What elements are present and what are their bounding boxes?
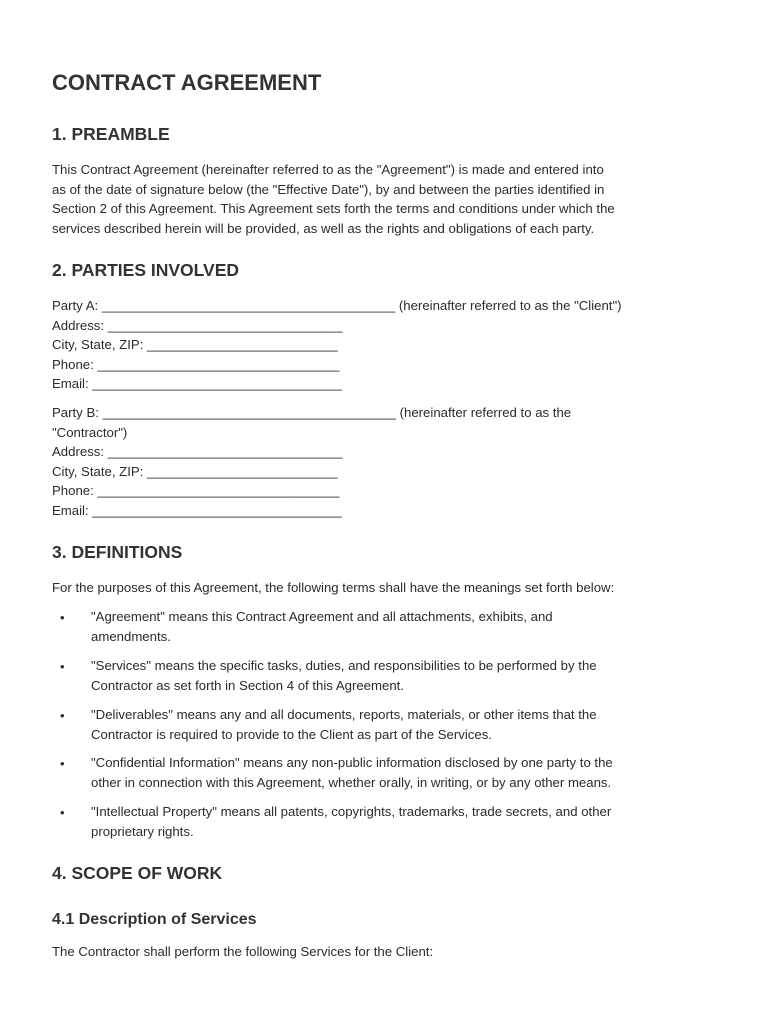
preamble-line: Section 2 of this Agreement. This Agreement sets forth the terms and conditions under which the	[52, 201, 615, 217]
bullet-icon: •	[60, 708, 65, 723]
preamble-line: as of the date of signature below (the "Effective Date"), by and between the parties identified in	[52, 181, 605, 197]
section-heading-definitions: 3. DEFINITIONS	[52, 542, 183, 562]
party-a-email-field: Email: __________________________________	[52, 376, 342, 392]
party-a-city-field: City, State, ZIP: __________________________	[52, 337, 338, 353]
definition-item-line: Contractor as set forth in Section 4 of this Agreement.	[91, 677, 404, 693]
definition-item-line: other in connection with this Agreement, whether orally, in writing, or by any other means.	[91, 774, 612, 790]
party-b-name-continuation: "Contractor")	[52, 424, 128, 440]
party-b-city-field: City, State, ZIP: __________________________	[52, 463, 338, 479]
definition-item-line: amendments.	[91, 628, 171, 644]
bullet-icon: •	[60, 659, 65, 674]
party-a-name-field: Party A: ________________________________________ (hereinafter referred to as the "Client")	[52, 298, 622, 313]
section-heading-scope: 4. SCOPE OF WORK	[52, 863, 223, 883]
definition-item-line: "Intellectual Property" means all patents, copyrights, trademarks, trade secrets, and other	[91, 804, 612, 819]
bullet-icon: •	[60, 805, 65, 820]
definition-item-line: "Services" means the specific tasks, duties, and responsibilities to be performed by the	[91, 658, 597, 673]
definition-item-line: "Agreement" means this Contract Agreement and all attachments, exhibits, and	[91, 609, 553, 624]
party-b-name-field: Party B: ________________________________________ (hereinafter referred to as the	[52, 405, 572, 420]
preamble-line: services described herein will be provided, as well as the rights and obligations of each party.	[52, 220, 595, 236]
section-heading-parties: 2. PARTIES INVOLVED	[52, 260, 240, 280]
bullet-icon: •	[60, 610, 65, 625]
definition-item-line: "Deliverables" means any and all documents, reports, materials, or other items that the	[91, 707, 597, 722]
definition-item-line: "Confidential Information" means any non-public information disclosed by one party to the	[91, 755, 613, 770]
bullet-icon: •	[60, 756, 65, 771]
document-title: CONTRACT AGREEMENT	[52, 70, 322, 95]
preamble-line: This Contract Agreement (hereinafter referred to as the "Agreement") is made and entered into	[52, 162, 604, 177]
subsection-heading-services: 4.1 Description of Services	[52, 911, 257, 928]
definition-item-line: Contractor is required to provide to the Client as part of the Services.	[91, 726, 492, 742]
party-b-address-field: Address: ________________________________	[52, 444, 343, 460]
party-a-address-field: Address: ________________________________	[52, 317, 343, 333]
scope-intro: The Contractor shall perform the following Services for the Client:	[52, 944, 434, 959]
definition-item-line: proprietary rights.	[91, 823, 194, 839]
definitions-intro: For the purposes of this Agreement, the following terms shall have the meanings set forth below:	[52, 580, 615, 595]
section-heading-preamble: 1. PREAMBLE	[52, 124, 170, 144]
party-b-phone-field: Phone: _________________________________	[52, 483, 340, 499]
party-a-phone-field: Phone: _________________________________	[52, 356, 340, 372]
party-b-email-field: Email: __________________________________	[52, 503, 342, 518]
